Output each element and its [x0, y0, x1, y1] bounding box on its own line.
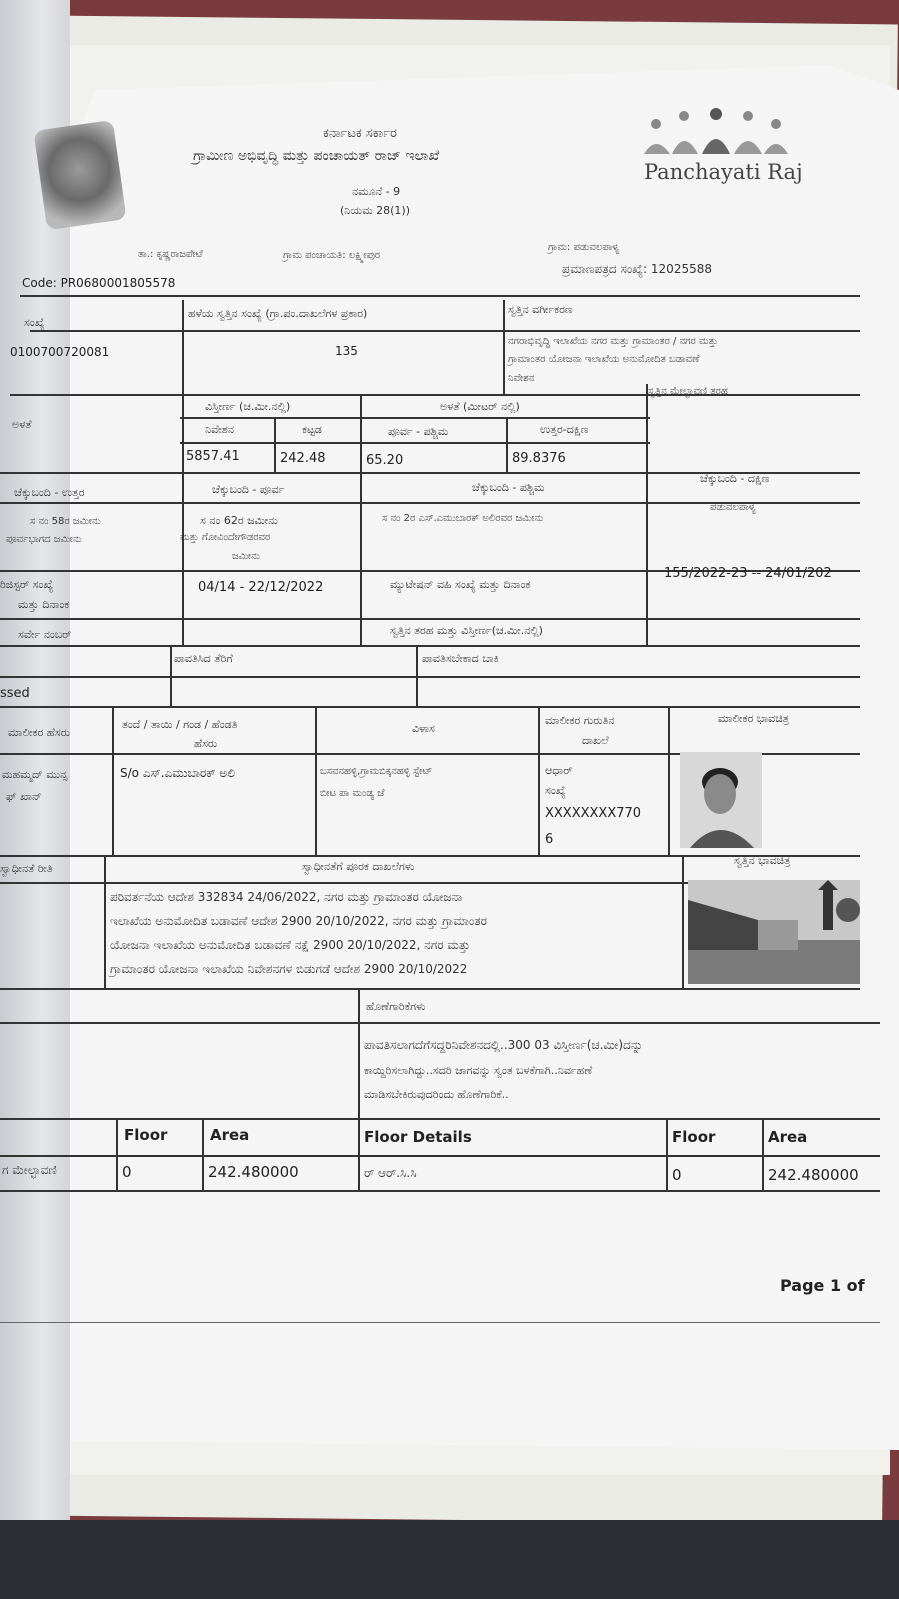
- area-header-left: Area: [210, 1126, 250, 1144]
- area-value-left: 242.480000: [208, 1163, 299, 1181]
- floor-header-right: Floor: [672, 1128, 716, 1146]
- acquisition-line-3: ಯೋಜನಾ ಇಲಾಖೆಯ ಅನುಮೋದಿತ ಬಡಾವಣೆ ನಕ್ಷೆ 2900 20/10/2022, ನಗರ ಮತ್ತು: [110, 938, 471, 952]
- code: Code: PR0680001805578: [22, 276, 176, 290]
- state-emblem-icon: [33, 120, 126, 230]
- floor-type-left: ಗ ಮೇಲ್ಛಾವಣಿ: [2, 1163, 57, 1177]
- floor-value-left: 0: [122, 1163, 132, 1181]
- floor-details-header: Floor Details: [364, 1128, 472, 1146]
- mutation-value: 155/2022-23 -- 24/01/202: [664, 566, 832, 581]
- village: ಗ್ರಾಮ: ಪಡುವಲಪಾಳ್ಯ: [548, 242, 620, 253]
- owner-id-line-1: ಆಧಾರ್: [545, 764, 573, 777]
- acquisition-line-1: ಪರಿವರ್ತನೆಯ ಆದೇಶ 332834 24/06/2022, ನಗರ ಮತ್ತು ಗ್ರಾಮಾಂತರ ಯೋಜನಾ: [110, 890, 463, 904]
- owner-photo: [680, 752, 762, 848]
- acquisition-line-4: ಗ್ರಾಮಾಂತರ ಯೋಜನಾ ಇಲಾಖೆಯ ನಿವೇಶನಗಳ ಬಿಡುಗಡೆ ಆದೇಶ 2900 20/10/2022: [110, 962, 468, 976]
- govt-title: ಕರ್ನಾಟಕ ಸರ್ಕಾರ: [323, 126, 397, 141]
- tax-paid-label: ಪಾವತಿಸಿದ ತೆರಿಗೆ: [174, 652, 233, 665]
- deed-label-2: ಮತ್ತು ದಿನಾಂಕ: [18, 598, 70, 611]
- owner-id-header-2: ದಾಖಲೆ: [582, 734, 609, 747]
- property-type-line-2: ಗ್ರಾಮಾಂತರ ಯೋಜನಾ ಇಲಾಖೆಯ ಅನುಮೋದಿತ ಬಡಾವಣೆ: [508, 354, 700, 365]
- owner-id-line-4: 6: [545, 832, 554, 847]
- relation-header-2: ಹೆಸರು: [194, 737, 218, 750]
- east-west-label: ಪೂರ್ವ - ಪಶ್ಚಿಮ: [388, 425, 449, 438]
- owner-id-header-1: ಮಾಲೀಕರ ಗುರುತಿನ: [545, 714, 615, 727]
- north-boundary-line-2: ಪೂರ್ವಭಾಗದ ಜಮೀನು: [6, 534, 82, 545]
- deed-label-1: ರಿಜಿಸ್ಟರ್ ಸಂಖ್ಯೆ: [0, 578, 54, 591]
- address-line-1: ಬಸವನಹಳ್ಳಿ,ಗ್ರಾಮಬಿಕ್ಕನಹಳ್ಳಿ ಸ್ಟೇಟ್: [320, 766, 433, 777]
- remarks-line-3: ಮಾಡಿಸಬೇಕಿರುವುದರಿಂದು ಹೊಣೆಗಾರಿಕೆ..: [364, 1088, 509, 1101]
- dimensions-label: ಅಳತೆ: [12, 418, 32, 431]
- property-type-line-1: ನಗರಾಭಿವೃದ್ಧಿ ಇಲಾಖೆಯ ನಗರ ಮತ್ತು ಗ್ರಾಮಾಂತರ / ನಗರ ಮತ್ತು: [508, 336, 718, 347]
- measure-header: ಅಳತೆ (ಮೀಟರ್ ನಲ್ಲಿ): [440, 400, 520, 413]
- mutation-label: ಮ್ಯುಟೇಷನ್ ವಹಿ ಸಂಖ್ಯೆ ಮತ್ತು ದಿನಾಂಕ: [390, 578, 531, 591]
- property-id-value: 0100700720081: [10, 345, 110, 359]
- owner-name-header: ಮಾಲೀಕರ ಹೆಸರು: [8, 726, 71, 739]
- north-south-label: ಉತ್ತರ-ದಕ್ಷಿಣ: [540, 423, 589, 436]
- taluk: ತಾ.: ಕೃಷ್ಣರಾಜಪೇಟೆ: [138, 249, 203, 260]
- property-photo: [688, 880, 860, 984]
- east-boundary-line-1: ಸ ನಂ 62ರ ಜಮೀನು: [200, 514, 278, 527]
- property-house-icon: [688, 880, 860, 984]
- owner-name-line-2: ಫ್ ಖಾನ್: [6, 790, 42, 803]
- area-value-right: 242.480000: [768, 1166, 859, 1184]
- remarks-line-2: ಕಾಯ್ದಿರಿಸಲಾಗಿದ್ದು..ಸದರಿ ಜಾಗವನ್ನು ಸ್ವಂತ ಬಳಕೆಗಾಗಿ..ನಿರ್ವಹಣೆ: [364, 1064, 593, 1077]
- property-id-label: ಸಂಖ್ಯೆ: [24, 316, 45, 329]
- old-number-label: ಹಳೆಯ ಸ್ವತ್ತಿನ ಸಂಖ್ಯೆ (ಗ್ರಾ.ಪಂ.ದಾಖಲೆಗಳ ಪ್ರಕಾರ): [188, 307, 368, 320]
- west-boundary-value: ಸ ನಂ 2ರ ಎಸ್.ಎಮುಬಾರಕ್ ಅಲಿರವರ ಜಮೀನು: [382, 513, 544, 524]
- rule-number: (ನಿಯಮ 28(1)): [340, 204, 411, 217]
- old-number-value: 135: [335, 344, 358, 358]
- area-header-right: Area: [768, 1128, 808, 1146]
- form-number: ನಮೂನೆ - 9: [352, 185, 401, 198]
- owner-id-line-2: ಸಂಖ್ಯೆ: [545, 784, 566, 797]
- address-line-2: ಬೀಟ ಪಾ ಮಂಡ್ಯ ಜೆ: [320, 788, 385, 799]
- issued-label: ssed: [0, 686, 30, 701]
- owner-id-line-3: XXXXXXXX770: [545, 806, 642, 821]
- south-boundary-label: ಚೆಕ್ಕುಬಂದಿ - ದಕ್ಷಿಣ: [700, 472, 770, 485]
- remarks-line-1: ಪಾವತಿಸಲಾಗದೆಗೆಸದ್ದರಿನಿವೇಶನದಲ್ಲಿ..300 03 ವಿಸ್ತೀರ್ಣ(ಚ.ಮೀ)ದನ್ನು: [364, 1038, 643, 1052]
- north-south-value: 89.8376: [512, 451, 566, 466]
- floor-value-right: 0: [672, 1166, 682, 1184]
- dept-title: ಗ್ರಾಮೀಣ ಅಭಿವೃದ್ಧಿ ಮತ್ತು ಪಂಚಾಯತ್ ರಾಜ್ ಇಲಾಖೆ: [193, 148, 440, 164]
- relation-header-1: ತಂದೆ / ತಾಯಿ / ಗಂಡ / ಹೆಂಡತಿ: [122, 718, 238, 731]
- built-type-label: ಸ್ವತ್ತಿನ ತರಹ ಮತ್ತು ವಿಸ್ತೀರ್ಣ(ಚ.ಮೀ.ನಲ್ಲಿ): [390, 624, 543, 637]
- owner-portrait-icon: [680, 752, 762, 848]
- logo-caption: Panchayati Raj: [644, 160, 803, 184]
- address-header: ವಿಳಾಸ: [412, 722, 435, 735]
- west-boundary-label: ಚೆಕ್ಕುಬಂದಿ - ಪಶ್ಚಿಮ: [472, 481, 545, 494]
- page-number: Page 1 of: [780, 1276, 865, 1295]
- built-label: ಕಟ್ಟಡ: [302, 423, 322, 436]
- owner-name-line-1: ಮಹಮ್ಮದ್ ಮುನ್ಸ: [2, 768, 68, 781]
- area-header: ವಿಸ್ತೀರ್ಣ (ಚ.ಮೀ.ನಲ್ಲಿ): [205, 400, 291, 413]
- remarks-header: ಹೊಣೆಗಾರಿಕೆಗಳು: [366, 1000, 426, 1013]
- east-west-value: 65.20: [366, 453, 404, 468]
- property-photo-header: ಸ್ವತ್ತಿನ ಭಾವಚಿತ್ರ: [734, 854, 791, 867]
- owner-photo-header: ಮಾಲೀಕರ ಭಾವಚಿತ್ರ: [718, 712, 789, 725]
- certificate-number: ಪ್ರಮಾಣಪತ್ರದ ಸಂಖ್ಯೆ: 12025588: [562, 262, 712, 276]
- north-boundary-line-1: ಸ ನಂ 58ರ ಜಮೀನು: [30, 516, 101, 527]
- property-type-line-3: ನಿವೇಶನ: [508, 373, 535, 384]
- east-boundary-line-2: ಮತ್ತು ಗೋವಿಂದೇಗೌಡರವರ: [180, 532, 271, 543]
- acquisition-label: ಸ್ವಾಧೀನತೆ ರೀತಿ: [0, 862, 53, 875]
- south-boundary-value: ಪಡುವಲಪಾಳ್ಯ: [710, 502, 756, 513]
- tax-due-label: ಪಾವತಿಸಬೇಕಾದ ಬಾಕಿ: [422, 652, 499, 665]
- floor-details-value: ರ್ ಆರ್.ಸಿ.ಸಿ: [364, 1166, 417, 1180]
- north-boundary-label: ಚೆಕ್ಕುಬಂದಿ - ಉತ್ತರ: [14, 486, 85, 499]
- east-boundary-label: ಚೆಕ್ಕುಬಂದಿ - ಪೂರ್ವ: [212, 483, 285, 496]
- acquisition-docs-header: ಸ್ವಾಧೀನತೆಗೆ ಪೂರಕ ದಾಖಲೆಗಳು: [302, 860, 415, 873]
- gram-panchayat: ಗ್ರಾಮ ಪಂಚಾಯತಿ: ಲಕ್ಷ್ಮೀಪುರ: [283, 250, 381, 261]
- deed-value: 04/14 - 22/12/2022: [198, 580, 324, 595]
- panchayati-raj-logo-icon: [636, 102, 796, 162]
- east-boundary-line-3: ಜಮೀನು: [232, 551, 260, 562]
- survey-label: ಸರ್ವೇ ನಂಬರ್: [18, 628, 72, 641]
- property-type-label: ಸ್ವತ್ತಿನ ವರ್ಗೀಕರಣ: [508, 303, 573, 316]
- built-area-value: 242.48: [280, 451, 326, 466]
- floor-header-left: Floor: [124, 1126, 168, 1144]
- roof-type-label: ಸ್ವತ್ತಿನ ಮೇಲ್ಛಾವಣಿ ತರಹ: [648, 386, 728, 397]
- acquisition-line-2: ಇಲಾಖೆಯ ಅನುಮೋದಿತ ಬಡಾವಣೆ ಆದೇಶ 2900 20/10/2022, ನಗರ ಮತ್ತು ಗ್ರಾಮಾಂತರ: [110, 914, 488, 928]
- site-area-value: 5857.41: [186, 449, 240, 464]
- site-label: ನಿವೇಶನ: [205, 423, 234, 436]
- relation-value: S/o ಎಸ್.ಎಮುಬಾರಕ್ ಅಲಿ: [120, 766, 235, 780]
